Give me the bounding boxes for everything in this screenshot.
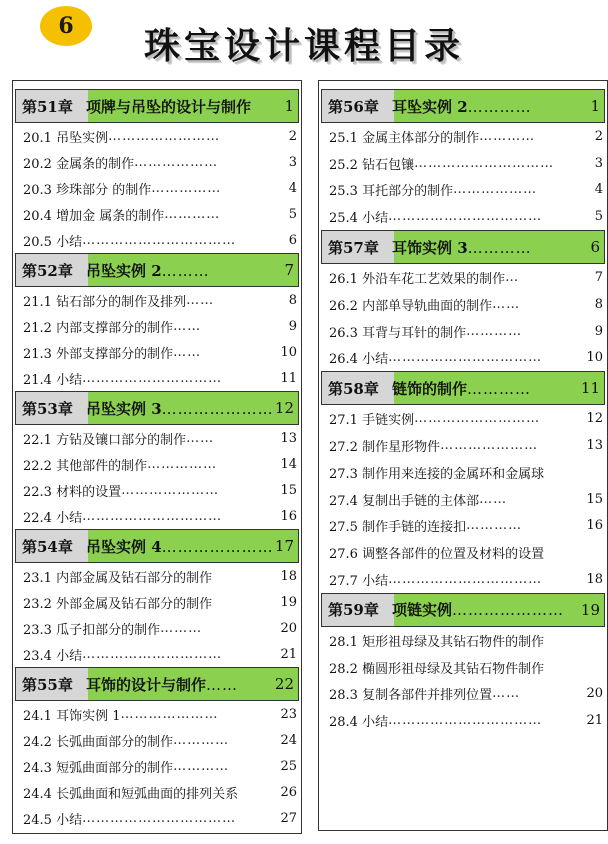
section-label: 26.4 小结 xyxy=(329,352,389,368)
section-entry[interactable] xyxy=(13,615,301,641)
section-page-number: 19 xyxy=(280,594,297,610)
section-leader-dots: …………………………… xyxy=(388,572,543,588)
section-entry[interactable] xyxy=(319,150,607,177)
chapter-page-number: 1 xyxy=(284,97,294,115)
section-list xyxy=(319,264,607,371)
chapter-heading[interactable] xyxy=(321,89,605,123)
chapter-heading[interactable] xyxy=(15,667,299,701)
chapter-heading[interactable] xyxy=(15,391,299,425)
chapter-leader-dots: ………………… xyxy=(452,601,565,620)
section-list xyxy=(319,405,607,593)
chapter-leader-dots: ……… xyxy=(161,261,210,280)
chapter-heading[interactable] xyxy=(321,593,605,627)
section-leader-dots: ………… xyxy=(479,128,536,144)
section-label: 26.1 外沿车花工艺效果的制作 xyxy=(329,272,506,288)
section-entry[interactable] xyxy=(13,313,301,339)
section-leader-dots: ………… xyxy=(173,732,230,748)
section-page-number: 4 xyxy=(288,180,297,196)
section-label: 22.1 方钻及镶口部分的制作 xyxy=(23,432,187,448)
chapter-leader-dots: ………… xyxy=(467,238,532,257)
chapter-page-number: 19 xyxy=(580,600,600,619)
chapter-number: 第57章 xyxy=(328,238,379,257)
section-leader-dots: ………………… xyxy=(440,438,539,454)
section-page-number: 10 xyxy=(586,350,603,366)
section-leader-dots: …………………………… xyxy=(388,350,543,366)
section-entry[interactable] xyxy=(13,149,301,175)
section-label: 20.2 金属条的制作 xyxy=(23,156,135,172)
section-entry[interactable] xyxy=(319,123,607,150)
section-entry[interactable] xyxy=(319,177,607,204)
section-entry[interactable] xyxy=(13,365,301,391)
section-page-number: 18 xyxy=(280,568,297,584)
section-label: 24.4 长弧曲面和短弧曲面的排列关系 xyxy=(23,786,239,802)
section-label: 22.3 材料的设置 xyxy=(23,484,122,500)
section-page-number: 14 xyxy=(280,456,297,472)
section-page-number: 27 xyxy=(280,810,297,826)
section-page-number: 25 xyxy=(280,758,297,774)
section-leader-dots: ………………………… xyxy=(414,155,555,171)
section-entry[interactable] xyxy=(319,654,607,681)
section-label: 26.3 耳背与耳针的制作 xyxy=(329,325,467,341)
chapter-leader-dots: …… xyxy=(206,675,239,694)
section-label: 22.4 小结 xyxy=(23,510,83,526)
chapter-heading[interactable] xyxy=(15,253,299,287)
section-entry[interactable] xyxy=(13,641,301,667)
section-page-number: 15 xyxy=(280,482,297,498)
section-leader-dots: ………………………… xyxy=(82,370,223,386)
section-entry[interactable] xyxy=(13,123,301,149)
section-page-number: 8 xyxy=(594,296,603,312)
chapter-page-number: 7 xyxy=(284,261,294,279)
section-entry[interactable] xyxy=(13,701,301,727)
section-entry[interactable] xyxy=(319,627,607,654)
section-entry[interactable] xyxy=(13,227,301,253)
section-entry[interactable] xyxy=(13,563,301,589)
chapter-heading[interactable] xyxy=(321,371,605,405)
chapter-title: 吊坠实例 2 xyxy=(86,261,162,280)
section-entry[interactable] xyxy=(319,459,607,486)
chapter-title: 项牌与吊坠的设计与制作 xyxy=(86,97,252,116)
section-leader-dots: ……………… xyxy=(134,154,219,170)
section-leader-dots: …………… xyxy=(147,456,218,472)
section-label: 27.3 制作用来连接的金属环和金属球 xyxy=(329,466,545,482)
chapter-title-group xyxy=(86,398,275,419)
section-entry[interactable] xyxy=(319,486,607,513)
section-leader-dots: …… xyxy=(186,430,215,446)
section-page-number: 2 xyxy=(594,128,603,144)
section-list xyxy=(319,627,607,734)
chapter-heading[interactable] xyxy=(15,529,299,563)
section-entry[interactable] xyxy=(13,727,301,753)
section-entry[interactable] xyxy=(319,566,607,593)
section-page-number: 3 xyxy=(594,155,603,171)
section-leader-dots: ………………………… xyxy=(82,646,223,662)
section-page-number: 9 xyxy=(288,318,297,334)
section-label: 26.2 内部单导轨曲面的制作 xyxy=(329,298,493,314)
section-label: 25.3 耳托部分的制作 xyxy=(329,184,454,200)
section-label: 27.1 手链实例 xyxy=(329,413,415,429)
section-label: 27.5 制作手链的连接扣 xyxy=(329,520,467,536)
section-label: 23.3 瓜子扣部分的制作 xyxy=(23,622,161,638)
section-entry[interactable] xyxy=(319,264,607,291)
chapter-title-group xyxy=(86,536,275,557)
chapter-heading[interactable] xyxy=(321,230,605,264)
section-page-number: 24 xyxy=(280,732,297,748)
chapter-title: 耳饰实例 3 xyxy=(392,238,468,257)
section-label: 27.4 复制出手链的主体部 xyxy=(329,493,480,509)
chapter-title-group xyxy=(392,378,581,399)
section-entry[interactable] xyxy=(13,589,301,615)
section-entry[interactable] xyxy=(319,405,607,432)
section-leader-dots: ………… xyxy=(466,518,523,534)
section-entry[interactable] xyxy=(319,513,607,540)
section-entry[interactable] xyxy=(319,291,607,318)
section-entry[interactable] xyxy=(13,425,301,451)
section-entry[interactable] xyxy=(13,805,301,831)
section-label: 21.3 外部支撑部分的制作 xyxy=(23,346,174,362)
section-label: 23.2 外部金属及钻石部分的制作 xyxy=(23,596,213,612)
chapter-number: 第56章 xyxy=(328,97,379,116)
section-label: 24.2 长弧曲面部分的制作 xyxy=(23,734,174,750)
section-leader-dots: …………………………… xyxy=(82,232,237,248)
section-page-number: 15 xyxy=(586,491,603,507)
section-entry[interactable] xyxy=(13,287,301,313)
section-page-number: 11 xyxy=(280,370,297,386)
section-label: 20.3 珍珠部分 的制作 xyxy=(23,182,152,198)
chapter-title-group xyxy=(392,237,590,258)
section-entry[interactable] xyxy=(319,539,607,566)
chapter-title: 吊坠实例 4 xyxy=(86,537,162,556)
section-page-number: 23 xyxy=(280,706,297,722)
section-page-number: 2 xyxy=(288,128,297,144)
chapter-page-number: 17 xyxy=(274,537,294,555)
section-page-number: 21 xyxy=(280,646,297,662)
chapter-page-number: 1 xyxy=(590,97,600,115)
chapter-number-badge: 6 xyxy=(40,6,92,46)
section-page-number: 9 xyxy=(594,323,603,339)
section-leader-dots: …… xyxy=(186,292,215,308)
section-label: 27.7 小结 xyxy=(329,574,389,590)
section-page-number: 7 xyxy=(594,270,603,286)
section-page-number: 18 xyxy=(586,572,603,588)
chapter-page-number: 12 xyxy=(274,399,294,417)
section-leader-dots: ………… xyxy=(164,206,221,222)
chapter-page-number: 6 xyxy=(590,238,600,257)
section-leader-dots: …………………………… xyxy=(82,810,237,826)
section-label: 23.1 内部金属及钻石部分的制作 xyxy=(23,570,213,586)
page-title: 珠宝设计课程目录 xyxy=(143,26,464,67)
chapter-leader-dots: ………………… xyxy=(161,399,274,418)
section-page-number: 10 xyxy=(280,344,297,360)
section-label: 21.1 钻石部分的制作及排列 xyxy=(23,294,187,310)
section-label: 25.1 金属主体部分的制作 xyxy=(329,130,480,146)
section-list xyxy=(13,123,301,253)
section-entry[interactable] xyxy=(13,175,301,201)
chapter-number: 第54章 xyxy=(22,537,73,556)
section-leader-dots: ……… xyxy=(160,620,203,636)
section-label: 24.1 耳饰实例 1 xyxy=(23,708,121,724)
section-label: 25.2 钻石包镶 xyxy=(329,157,415,173)
section-leader-dots: … xyxy=(505,270,520,286)
section-entry[interactable] xyxy=(13,753,301,779)
chapter-title: 耳饰的设计与制作 xyxy=(86,675,207,694)
chapter-page-number: 22 xyxy=(274,675,294,693)
chapter-title-group xyxy=(392,599,581,620)
section-page-number: 3 xyxy=(288,154,297,170)
chapter-leader-dots: ………………… xyxy=(161,537,274,556)
section-list xyxy=(319,123,607,230)
section-label: 27.2 制作星形物件 xyxy=(329,440,441,456)
chapter-number: 第59章 xyxy=(328,601,379,620)
section-entry[interactable] xyxy=(13,201,301,227)
section-entry[interactable] xyxy=(319,432,607,459)
section-entry[interactable] xyxy=(13,477,301,503)
section-page-number: 16 xyxy=(586,518,603,534)
section-page-number: 26 xyxy=(280,784,297,800)
chapter-title: 链饰的制作 xyxy=(392,379,468,398)
section-leader-dots: …… xyxy=(479,491,508,507)
section-page-number: 20 xyxy=(586,686,603,702)
section-leader-dots: …… xyxy=(492,296,521,312)
chapter-title: 吊坠实例 3 xyxy=(86,399,162,418)
chapter-title-group xyxy=(86,260,284,281)
chapter-leader-dots: ………… xyxy=(467,97,532,116)
section-entry[interactable] xyxy=(319,345,607,372)
section-list xyxy=(13,287,301,391)
chapter-number: 第55章 xyxy=(22,675,73,694)
section-leader-dots: …… xyxy=(492,686,521,702)
section-list xyxy=(13,563,301,667)
chapter-title: 耳坠实例 2 xyxy=(392,97,468,116)
section-label: 20.4 增加金 属条的制作 xyxy=(23,208,165,224)
section-page-number: 4 xyxy=(594,182,603,198)
chapter-title-group xyxy=(392,96,590,117)
section-leader-dots: …………………………… xyxy=(388,713,543,729)
chapter-number: 第51章 xyxy=(22,97,73,116)
chapter-leader-dots: ………… xyxy=(467,379,532,398)
section-label: 21.4 小结 xyxy=(23,372,83,388)
section-label: 24.3 短弧曲面部分的制作 xyxy=(23,760,174,776)
section-leader-dots: …………………… xyxy=(108,128,221,144)
section-leader-dots: ………………… xyxy=(121,482,220,498)
section-leader-dots: …… xyxy=(173,344,202,360)
section-label: 28.3 复制各部件并排列位置 xyxy=(329,688,493,704)
section-label: 28.4 小结 xyxy=(329,715,389,731)
section-entry[interactable] xyxy=(319,203,607,230)
section-page-number: 21 xyxy=(586,713,603,729)
section-entry[interactable] xyxy=(13,339,301,365)
chapter-page-number: 11 xyxy=(580,379,600,398)
chapter-title: 项链实例 xyxy=(392,601,453,620)
section-entry[interactable] xyxy=(319,318,607,345)
section-entry[interactable] xyxy=(13,503,301,529)
chapter-heading[interactable] xyxy=(15,89,299,123)
section-page-number: 16 xyxy=(280,508,297,524)
section-label: 22.2 其他部件的制作 xyxy=(23,458,148,474)
section-leader-dots: …………… xyxy=(151,180,222,196)
section-leader-dots: ………………… xyxy=(120,706,219,722)
section-entry[interactable] xyxy=(13,779,301,805)
section-page-number: 8 xyxy=(288,292,297,308)
section-page-number: 13 xyxy=(280,430,297,446)
section-page-number: 5 xyxy=(594,209,603,225)
section-leader-dots: ………… xyxy=(173,758,230,774)
section-leader-dots: …… xyxy=(173,318,202,334)
section-label: 27.6 调整各部件的位置及材料的设置 xyxy=(329,547,545,563)
section-label: 23.4 小结 xyxy=(23,648,83,664)
chapter-number: 第53章 xyxy=(22,399,73,418)
section-label: 25.4 小结 xyxy=(329,211,389,227)
section-leader-dots: ……………………… xyxy=(414,411,541,427)
section-leader-dots: ………… xyxy=(466,323,523,339)
toc-right-column xyxy=(318,80,608,831)
section-label: 20.1 吊坠实例 xyxy=(23,130,109,146)
section-page-number: 5 xyxy=(288,206,297,222)
section-list xyxy=(13,425,301,529)
section-page-number: 6 xyxy=(288,232,297,248)
section-leader-dots: ……………… xyxy=(453,182,538,198)
section-leader-dots: …………………………… xyxy=(388,209,543,225)
section-page-number: 12 xyxy=(586,411,603,427)
section-page-number: 20 xyxy=(280,620,297,636)
section-entry[interactable] xyxy=(319,681,607,708)
section-label: 28.2 椭圆形祖母绿及其钻石物件制作 xyxy=(329,661,545,677)
section-label: 24.5 小结 xyxy=(23,812,83,828)
section-label: 20.5 小结 xyxy=(23,234,83,250)
chapter-title-group xyxy=(86,674,275,695)
section-entry[interactable] xyxy=(319,707,607,734)
toc-left-column xyxy=(12,80,302,834)
chapter-number: 第52章 xyxy=(22,261,73,280)
section-label: 28.1 矩形祖母绿及其钻石物件的制作 xyxy=(329,634,545,650)
section-leader-dots: ………………………… xyxy=(82,508,223,524)
section-entry[interactable] xyxy=(13,451,301,477)
section-label: 21.2 内部支撑部分的制作 xyxy=(23,320,174,336)
section-page-number: 13 xyxy=(586,438,603,454)
chapter-title-group xyxy=(86,96,284,117)
section-list xyxy=(13,701,301,831)
chapter-number: 第58章 xyxy=(328,379,379,398)
